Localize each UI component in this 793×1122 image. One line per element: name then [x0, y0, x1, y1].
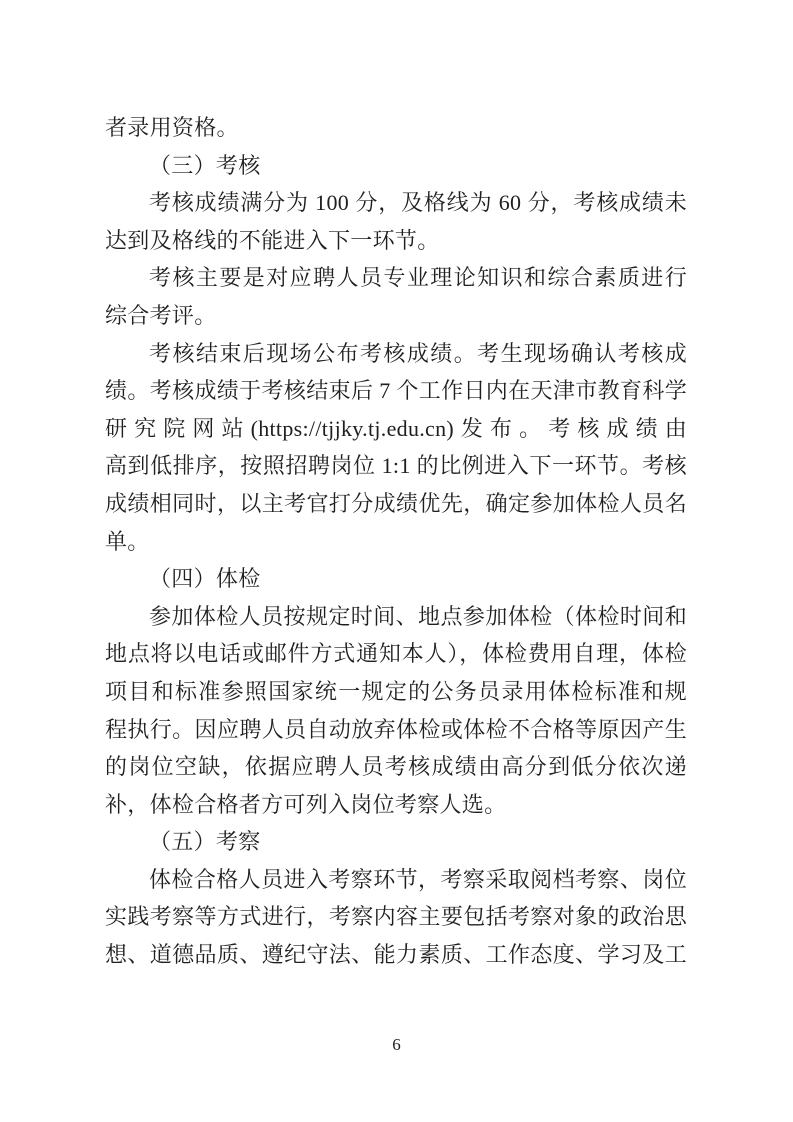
paragraph: [105, 861, 687, 974]
text-line: 研究院网站(https://tjjky.tj.edu.cn)发布。考核成绩由: [105, 415, 687, 441]
text-line: 高到低排序，按照招聘岗位 1:1 的比例进入下一环节。考核: [105, 453, 687, 479]
paragraph-continuation: [105, 109, 687, 147]
text-line: （四）体检: [149, 566, 261, 592]
text-line: 综合考评。: [105, 302, 217, 328]
text-line: （五）考察: [149, 829, 261, 855]
text-line: （三）考核: [149, 152, 261, 178]
text-line: 的岗位空缺，依据应聘人员考核成绩由高分到低分依次递: [105, 754, 687, 780]
text-line: 考核结束后现场公布考核成绩。考生现场确认考核成: [149, 340, 687, 366]
text-line: 绩。考核成绩于考核结束后 7 个工作日内在天津市教育科学: [105, 378, 687, 404]
text-line: 者录用资格。: [105, 115, 239, 140]
text-line: 项目和标准参照国家统一规定的公务员录用体检标准和规: [105, 678, 687, 704]
text-line: 单。: [105, 528, 150, 554]
heading: [105, 147, 687, 185]
paragraph: [105, 335, 687, 561]
text-line: 成绩相同时，以主考官打分成绩优先，确定参加体检人员名: [105, 490, 687, 516]
text-line: 想、道德品质、遵纪守法、能力素质、工作态度、学习及工: [105, 942, 687, 968]
text-line: 考核主要是对应聘人员专业理论知识和综合素质进行: [149, 265, 687, 291]
text-line: 地点将以电话或邮件方式通知本人），体检费用自理，体检: [105, 641, 687, 667]
heading: [105, 560, 687, 598]
text-line: 达到及格线的不能进入下一环节。: [105, 227, 440, 253]
heading: [105, 823, 687, 861]
paragraph: [105, 184, 687, 259]
text-line: 参加体检人员按规定时间、地点参加体检（体检时间和: [149, 603, 687, 629]
text-line: 考核成绩满分为 100 分，及格线为 60 分，考核成绩未: [149, 190, 687, 216]
page-number: 6: [392, 1035, 401, 1054]
paragraph: [105, 259, 687, 334]
text-line: 体检合格人员进入考察环节，考察采取阅档考察、岗位: [149, 866, 687, 892]
document-body: [105, 109, 687, 974]
paragraph: [105, 598, 687, 824]
text-line: 补，体检合格者方可列入岗位考察人选。: [105, 791, 507, 817]
text-line: 程执行。因应聘人员自动放弃体检或体检不合格等原因产生: [105, 716, 687, 742]
text-line: 实践考察等方式进行，考察内容主要包括考察对象的政治思: [105, 904, 687, 930]
